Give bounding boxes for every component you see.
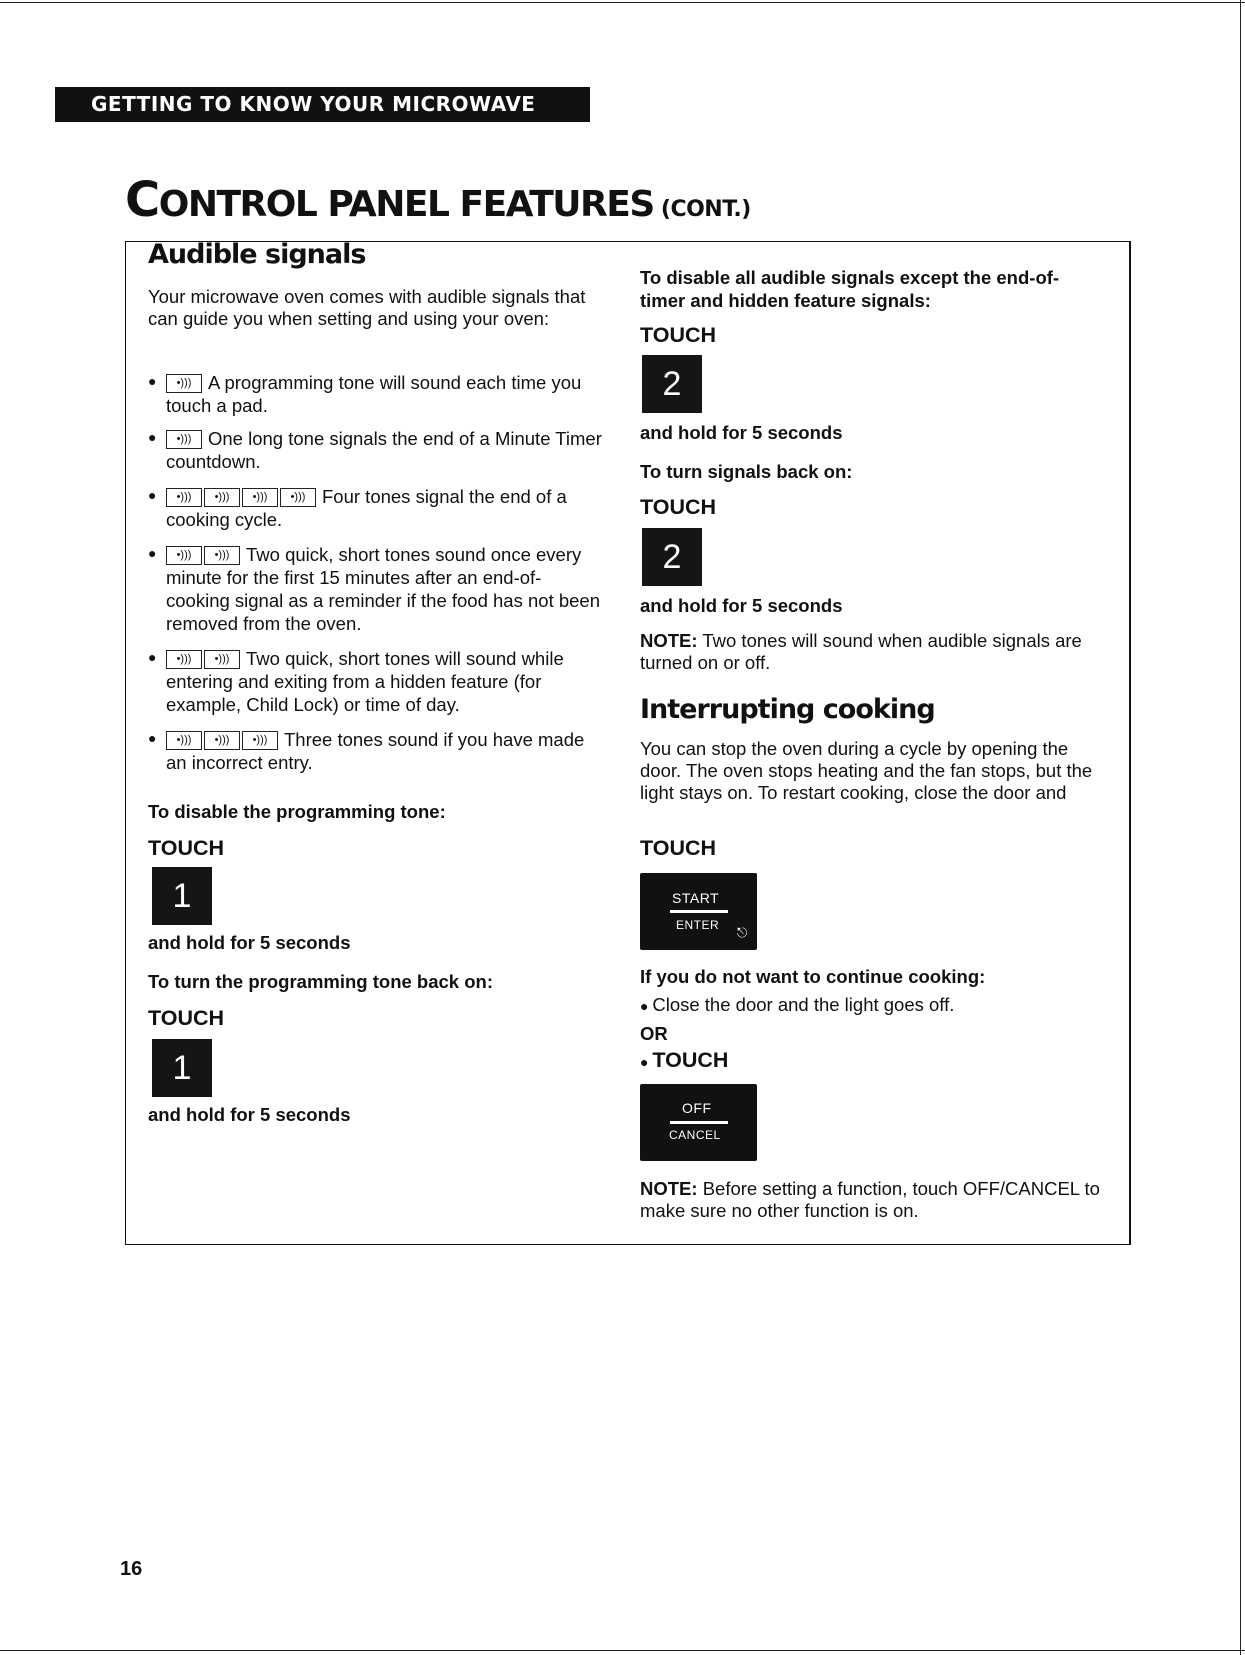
tone-icon: •))) <box>166 650 202 669</box>
tone-icon: •))) <box>166 546 202 565</box>
cancel-label: CANCEL <box>669 1128 721 1142</box>
tone-icon: •))) <box>166 374 202 393</box>
touch-label: TOUCH <box>148 1006 225 1030</box>
touch-bullet <box>640 1048 728 1073</box>
title-control: ONTROL <box>158 184 317 225</box>
tone-icons <box>166 484 318 507</box>
not-continue-label: If you do not want to continue cooking: <box>640 966 986 987</box>
signal-item <box>148 727 603 774</box>
tone-icons <box>166 646 242 669</box>
note-text: Two tones will sound when audible signals are turned on or off. <box>640 630 1082 673</box>
signal-text: Four tones signal the end of a cooking cycle. <box>166 486 567 530</box>
close-door-item <box>640 994 954 1017</box>
note-label: NOTE: <box>640 630 698 651</box>
interrupting-cooking-heading: Interrupting cooking <box>640 694 935 725</box>
off-cancel-button[interactable] <box>640 1084 757 1161</box>
bullet-dot: ● <box>148 487 157 503</box>
signal-item <box>148 370 603 417</box>
off-label: OFF <box>682 1100 712 1116</box>
bullet-dot: ● <box>148 373 157 389</box>
tone-icon: •))) <box>204 650 240 669</box>
tone-icon: •))) <box>280 488 316 507</box>
key-divider <box>670 1121 728 1124</box>
tone-icon: •))) <box>242 488 278 507</box>
touch-label: TOUCH <box>640 836 717 860</box>
tone-icon: •))) <box>166 731 202 750</box>
right-rule <box>1240 0 1241 1655</box>
signal-text: Three tones sound if you have made an incorrect entry. <box>166 729 585 773</box>
start-label: START <box>672 890 720 906</box>
key-2-button[interactable]: 2 <box>642 528 702 586</box>
title-initial: C <box>125 172 159 228</box>
section-banner: GETTING TO KNOW YOUR MICROWAVE OVEN <box>55 87 590 122</box>
bullet-dot: ● <box>148 649 157 665</box>
top-rule <box>0 2 1245 3</box>
bullet-dot: ● <box>148 730 157 746</box>
interrupting-text: You can stop the oven during a cycle by opening the door. The oven stops heating and the fan stops, but the light stays on. To restart cooking, close the door and <box>640 738 1093 803</box>
signal-text: Two quick, short tones sound once every minute for the first 15 minutes after an end-of-cooking signal as a reminder if the food has not been removed from the oven. <box>166 544 601 634</box>
bullet-dot: ● <box>148 429 157 445</box>
title-features: FEATURES <box>448 184 654 225</box>
key-2-button[interactable]: 2 <box>642 355 702 413</box>
bullet-dot: ● <box>640 1054 653 1070</box>
signal-item <box>148 646 603 716</box>
lock-icon: ⎋ <box>737 925 748 940</box>
tone-icon: •))) <box>242 731 278 750</box>
key-divider <box>670 910 728 913</box>
signal-item <box>148 484 603 531</box>
enter-label: ENTER <box>676 918 720 932</box>
tone-icons <box>166 542 242 565</box>
tone-icons <box>166 727 280 750</box>
touch-label: TOUCH <box>640 495 717 519</box>
signal-item <box>148 426 603 473</box>
start-enter-button[interactable] <box>640 873 757 950</box>
tone-icon: •))) <box>204 546 240 565</box>
or-label: OR <box>640 1023 668 1044</box>
note-text: Before setting a function, touch OFF/CANCEL to make sure no other function is on. <box>640 1178 1100 1221</box>
tone-icon: •))) <box>204 488 240 507</box>
tone-icon: •))) <box>166 488 202 507</box>
signals-note <box>640 630 1100 674</box>
title-suffix: (CONT.) <box>653 197 751 222</box>
tone-icons <box>166 370 204 393</box>
close-door-text: Close the door and the light goes off. <box>652 994 955 1015</box>
hold-instruction: and hold for 5 seconds <box>640 595 843 616</box>
signal-list <box>148 370 603 774</box>
audible-signals-heading: Audible signals <box>148 239 366 270</box>
signal-item <box>148 542 603 635</box>
hold-instruction: and hold for 5 seconds <box>148 1104 351 1125</box>
tone-icon: •))) <box>166 430 202 449</box>
disable-all-signals-label: To disable all audible signals except the end-of-timer and hidden feature signals: <box>640 267 1060 311</box>
bullet-dot: ● <box>640 998 653 1014</box>
bottom-rule <box>0 1650 1245 1651</box>
key-1-button[interactable]: 1 <box>152 867 212 925</box>
signal-text: Two quick, short tones will sound while entering and exiting from a hidden feature (for example, Child Lock) or time of day. <box>166 648 564 715</box>
content-box <box>125 241 1131 1245</box>
tone-icon: •))) <box>204 731 240 750</box>
key-1-button[interactable]: 1 <box>152 1039 212 1097</box>
page-number: 16 <box>120 1558 143 1580</box>
hold-instruction: and hold for 5 seconds <box>640 422 843 443</box>
signal-text: A programming tone will sound each time you touch a pad. <box>166 372 582 416</box>
touch-label: TOUCH <box>640 323 717 347</box>
signals-back-on-label: To turn signals back on: <box>640 461 853 482</box>
touch-label: TOUCH <box>148 836 225 860</box>
tone-icons <box>166 426 204 449</box>
audible-intro: Your microwave oven comes with audible signals that can guide you when setting and using your oven: <box>148 286 586 329</box>
note-label: NOTE: <box>640 1178 698 1199</box>
page-title <box>125 172 751 228</box>
function-note <box>640 1178 1115 1222</box>
hold-instruction: and hold for 5 seconds <box>148 932 351 953</box>
bullet-dot: ● <box>148 545 157 561</box>
programming-tone-back-on-label: To turn the programming tone back on: <box>148 971 493 992</box>
title-panel: PANEL <box>316 184 449 225</box>
touch-label: TOUCH <box>652 1048 729 1072</box>
signal-text: One long tone signals the end of a Minute Timer countdown. <box>166 428 602 472</box>
disable-programming-tone-label: To disable the programming tone: <box>148 801 446 822</box>
